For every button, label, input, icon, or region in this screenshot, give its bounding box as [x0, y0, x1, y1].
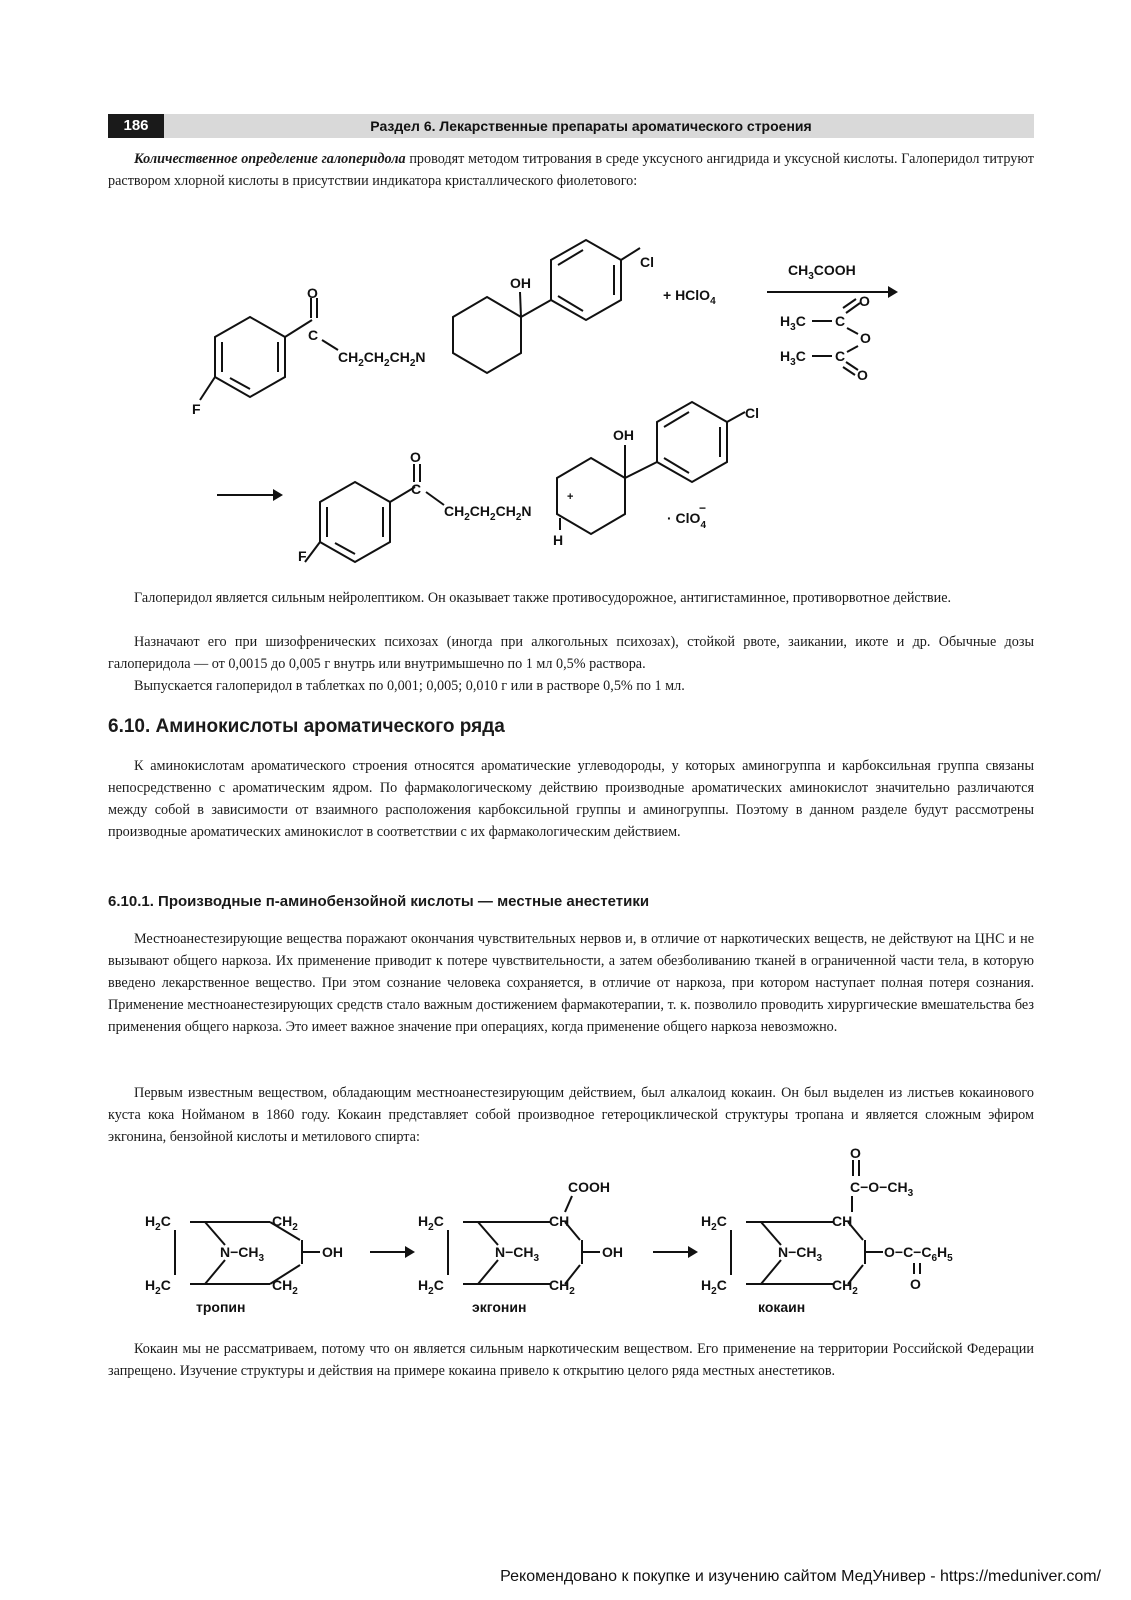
tropine-ch2-bottom: $CH_2$ — [272, 1277, 298, 1297]
ecgonine-nch3: $N-CH_3$ — [495, 1244, 540, 1264]
anhydride-c-label-2: C — [835, 348, 846, 364]
chlorine-label-1: Cl — [640, 254, 654, 270]
intro-paragraph — [108, 148, 1034, 192]
para-haloperidol-3: Выпускается галоперидол в таблетках по 0,001; 0,005; 0,010 г или в растворе 0,5% по 1 мл. — [134, 678, 685, 694]
chain-label-1: $CH_2CH_2CH_2N$ — [338, 349, 426, 369]
acetic-acid-label: $CH_3COOH$ — [788, 262, 856, 282]
cocaine-nch3: $N-CH_3$ — [778, 1244, 823, 1264]
cocaine-h2c-bottom: $H_2C$ — [701, 1277, 727, 1297]
cocaine-ch2: $CH_2$ — [832, 1277, 858, 1297]
tropine-ch2-top: $CH_2$ — [272, 1213, 298, 1233]
anhydride-o-label-2: O — [857, 367, 868, 383]
carbonyl-c-label-1: C — [308, 327, 319, 343]
intro-text: проводят методом титрования в среде уксусного ангидрида и уксусной кислоты. Галоперидол титруют раствором хлорной кислоты в присутствии индикатора кристаллического фиолетового: — [108, 151, 1034, 189]
anhydride-o-label-1: O — [859, 293, 870, 309]
carbonyl-c-label-2: C — [411, 481, 422, 497]
tropine-oh: OH — [322, 1244, 343, 1260]
subsection-paragraph-2: Первым известным веществом, обладающим местноанестезирующим действием, был алкалоид кокаин. Он был выделен из листьев кокаинового куста кока Нойманом в 1860 году. Кокаин представляет собой производное гетероциклической структуры тропана и является сложным эфиром экгонина, бензойной кислоты и метилового спирта: — [108, 1085, 1034, 1145]
ecgonine-ch: CH — [549, 1213, 570, 1229]
tropine-h2c-bottom: $H_2C$ — [145, 1277, 171, 1297]
cocaine-benzoyl-group: $O-C-C_6H_5$ — [884, 1244, 953, 1264]
oh-label-2: OH — [613, 427, 634, 443]
cocaine-ester-group: $C-O-CH_3$ — [850, 1179, 914, 1199]
para-haloperidol-2: Назначают его при шизофренических психозах (иногда при алкогольных психозах), стойкой рвоте, заикании, икоте и др. Обычные дозы галоперидола — от 0,0015 до 0,005 г внутрь или внутримышечно по 1 мл 0,5% раствора. — [108, 634, 1034, 672]
page-number: 186 — [108, 114, 164, 138]
cocaine-ester-o: O — [850, 1145, 861, 1161]
chlorophenyl-ring-2 — [657, 402, 727, 482]
intro-lead: Количественное определение галоперидола — [134, 151, 406, 167]
tropine-label: тропин — [196, 1299, 246, 1315]
ecgonine-oh: OH — [602, 1244, 623, 1260]
cocaine-ch: CH — [832, 1213, 853, 1229]
oh-label-1: OH — [510, 275, 531, 291]
chain-label-2: $CH_2CH_2CH_2N$ — [444, 503, 532, 523]
chlorophenyl-ring-1 — [551, 240, 621, 320]
fluorine-label-1: F — [192, 401, 201, 417]
section-paragraph: К аминокислотам ароматического строения относятся ароматические углеводороды, у которых аминогруппа и карбоксильная группа связаны непосредственно с ароматическим ядром. По фармакологическому действию производные ароматических аминокислот значительно различаются между собой в зависимости от взаимного расположения карбоксильной группы и аминогруппы. Поэтому в данном разделе будут рассмотрены производные ароматических аминокислот в соответствии с их фармакологическим действием. — [108, 758, 1034, 840]
chlorine-label-2: Cl — [745, 405, 759, 421]
haloperidol-reaction-scheme — [0, 225, 1131, 570]
ammonium-charge: + — [567, 491, 574, 503]
piperidine-ring-1 — [453, 297, 521, 373]
fluorophenyl-ring-2 — [320, 482, 390, 562]
running-title: Раздел 6. Лекарственные препараты ароматического строения — [370, 118, 812, 134]
tropine-h2c-top: $H_2C$ — [145, 1213, 171, 1233]
cocaine-label: кокаин — [758, 1299, 806, 1315]
ecgonine-h2c-top: $H_2C$ — [418, 1213, 444, 1233]
carbonyl-o-label-2: O — [410, 449, 421, 465]
fluorine-label-2: F — [298, 548, 307, 564]
perchlorate-label: · ClO$_4$− — [667, 501, 707, 531]
closing-paragraph: Кокаин мы не рассматриваем, потому что он является сильным наркотическим веществом. Его применение на территории Российской Федерации запрещено. Изучение структуры и действия на примере кокаина привело к открытию целого ряда местных анестетиков. — [108, 1341, 1034, 1379]
tropine-nch3: $N-CH_3$ — [220, 1244, 265, 1264]
anhydride-bridge-o-label: O — [860, 330, 871, 346]
ecgonine-cooh: COOH — [568, 1179, 610, 1195]
cocaine-h2c-top: $H_2C$ — [701, 1213, 727, 1233]
fluorophenyl-ring-1 — [215, 317, 285, 397]
cocaine-structure-scheme — [0, 1140, 1131, 1325]
ecgonine-ch2: $CH_2$ — [549, 1277, 575, 1297]
ecgonine-h2c-bottom: $H_2C$ — [418, 1277, 444, 1297]
perchloric-acid-label: + HClO$_4$ — [663, 287, 716, 307]
ammonium-h-label: H — [553, 532, 564, 548]
subsection-paragraph-1: Местноанестезирующие вещества поражают окончания чувствительных нервов и, в отличие от наркотических веществ, не действуют на ЦНС и не вызывают общего наркоза. Их применение приводит к потере чувствительности, а затем обезболиванию тканей в ограниченной части тела, в которую введено лекарственное вещество. При этом сознание человека сохраняется, в отличие от наркоза, при котором наступает полная потеря сознания. Применение местноанестезирующих средств стало важным достижением фармакотерапии, т. к. позволило проводить хирургические вмешательства без применения общего наркоза. Это имеет важное значение при операциях, когда применение общего наркоза невозможно. — [108, 931, 1034, 1035]
ecgonine-label: экгонин — [472, 1299, 527, 1315]
para-haloperidol-1: Галоперидол является сильным нейролептиком. Он оказывает также противосудорожное, антигистаминное, противорвотное действие. — [134, 590, 952, 606]
footer-note: Рекомендовано к покупке и изучению сайтом МедУнивер - https://meduniver.com/ — [500, 1568, 1101, 1585]
methyl-label-1: $H_3C$ — [780, 313, 806, 333]
running-header — [108, 114, 1034, 138]
section-title: 6.10. Аминокислоты ароматического ряда — [108, 716, 505, 737]
anhydride-c-label-1: C — [835, 313, 846, 329]
subsection-title: 6.10.1. Производные п-аминобензойной кислоты — местные анестетики — [108, 893, 650, 910]
carbonyl-o-label-1: O — [307, 285, 318, 301]
cocaine-benzoyl-o: O — [910, 1276, 921, 1292]
methyl-label-2: $H_3C$ — [780, 348, 806, 368]
